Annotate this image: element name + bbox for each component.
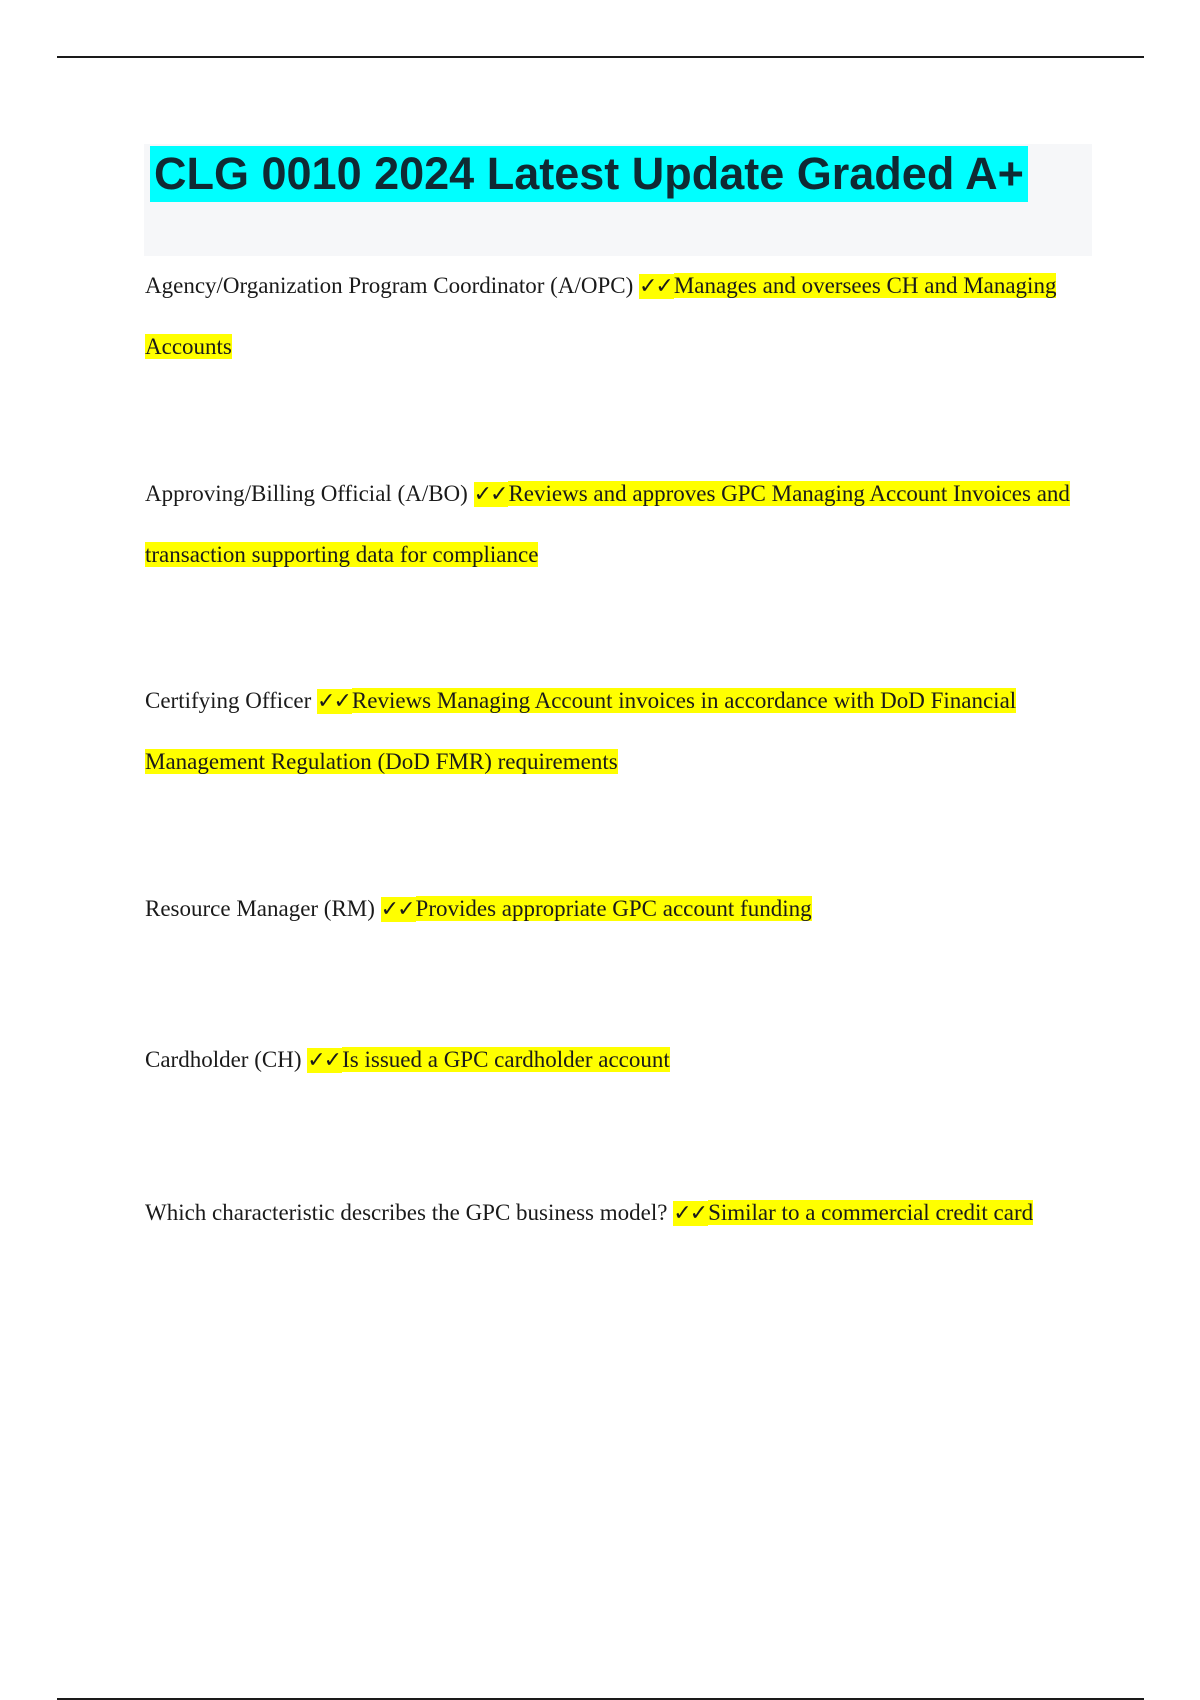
entry-answer: Reviews and approves GPC Managing Account Invoices and transaction supporting data for compliance xyxy=(145,481,1070,567)
qa-entry-abo xyxy=(145,464,1085,585)
double-check-icon: ✓✓ xyxy=(638,274,672,299)
qa-entry-aopc xyxy=(145,256,1085,377)
qa-entry-cardholder xyxy=(145,1030,1085,1091)
qa-entry-resource-manager xyxy=(145,879,1085,940)
double-check-icon: ✓✓ xyxy=(473,482,507,507)
entry-term: Certifying Officer xyxy=(145,688,312,713)
double-check-icon: ✓✓ xyxy=(307,1048,341,1073)
entry-answer: Reviews Managing Account invoices in accordance with DoD Financial Management Regulation (DoD FMR) requirements xyxy=(145,688,1017,774)
entry-answer: Manages and oversees CH and Managing Accounts xyxy=(145,273,1057,359)
entry-term: Resource Manager (RM) xyxy=(145,896,375,921)
entry-term: Agency/Organization Program Coordinator (A/OPC) xyxy=(145,273,634,298)
double-check-icon: ✓✓ xyxy=(317,689,350,714)
entry-term: Approving/Billing Official (A/BO) xyxy=(145,481,468,506)
header-rule xyxy=(57,56,1144,58)
double-check-icon: ✓✓ xyxy=(673,1201,707,1226)
qa-entry-certifying-officer xyxy=(145,671,1085,792)
document-title: CLG 0010 2024 Latest Update Graded A+ xyxy=(150,146,1028,202)
qa-entry-business-model xyxy=(145,1183,1085,1244)
entry-term: Which characteristic describes the GPC business model? xyxy=(145,1200,668,1225)
entry-answer: Is issued a GPC cardholder account xyxy=(342,1047,670,1072)
entry-answer: Similar to a commercial credit card xyxy=(708,1200,1034,1225)
entry-answer: Provides appropriate GPC account funding xyxy=(415,896,812,921)
entry-term: Cardholder (CH) xyxy=(145,1047,302,1072)
double-check-icon: ✓✓ xyxy=(380,897,414,922)
